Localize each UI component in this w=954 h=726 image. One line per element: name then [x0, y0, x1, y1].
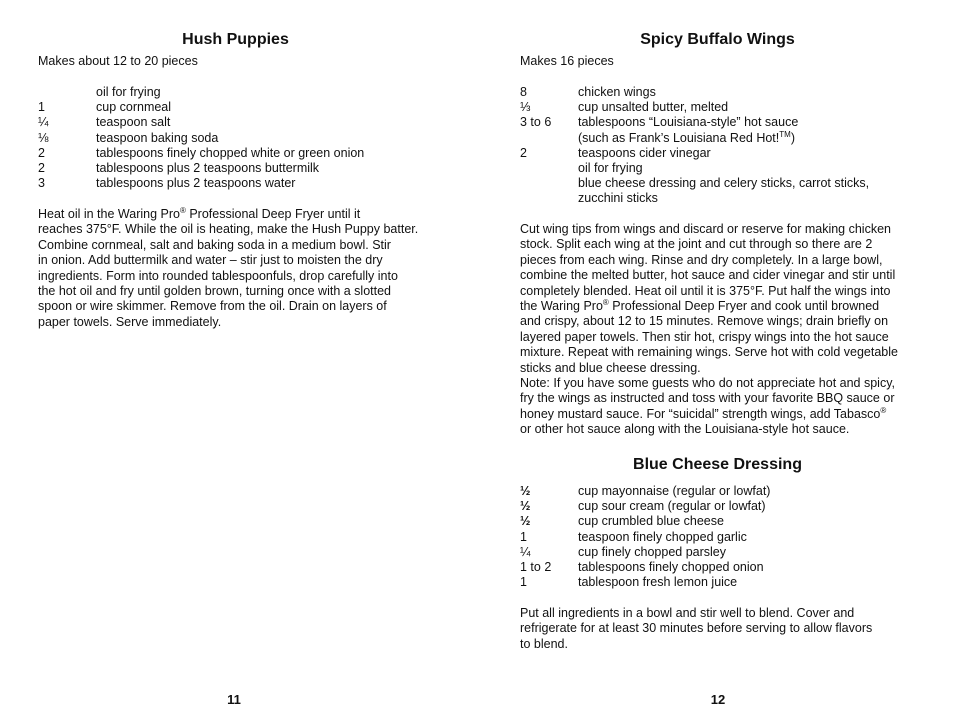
ingredient-row [38, 176, 438, 191]
ingredient-item: teaspoon finely chopped garlic [578, 529, 747, 544]
ingredient-qty: 1 [38, 100, 45, 115]
ingredient-qty: 2 [38, 161, 45, 176]
page-number: 11 [227, 692, 241, 707]
ingredient-row [520, 484, 920, 499]
ingredient-qty: 2 [520, 145, 527, 160]
ingredient-item: cup unsalted butter, melted [578, 100, 729, 115]
left-page [38, 0, 438, 726]
recipe-title-blue-cheese-dressing: Blue Cheese Dressing [633, 456, 802, 473]
ingredient-item: tablespoons finely chopped white or green onion [96, 145, 365, 160]
ingredient-item: cup finely chopped parsley [578, 544, 727, 559]
ingredient-qty: 8 [520, 85, 527, 99]
ingredient-qty: 3 to 6 [520, 115, 552, 130]
ingredient-qty: ½ [520, 484, 531, 498]
ingredient-row [520, 161, 920, 176]
ingredient-qty: 1 to 2 [520, 560, 552, 575]
ingredient-qty: ⅛ [38, 130, 49, 145]
ingredient-item: chicken wings [578, 85, 656, 99]
ingredient-list [520, 85, 920, 207]
ingredient-item: tablespoons “Louisiana-style” hot sauce [578, 115, 799, 130]
ingredient-qty: ¼ [38, 115, 49, 130]
ingredient-item: oil for frying [96, 85, 161, 99]
ingredient-item: cup cornmeal [96, 100, 172, 115]
ingredient-row [38, 131, 438, 146]
ingredient-item: cup sour cream (regular or lowfat) [578, 499, 766, 514]
ingredient-row [520, 176, 920, 191]
ingredient-qty: ¼ [520, 544, 531, 559]
ingredient-row [520, 85, 920, 100]
ingredient-row [520, 560, 920, 575]
ingredient-qty: 1 [520, 529, 527, 544]
ingredient-row [520, 530, 920, 545]
ingredient-row [520, 131, 920, 146]
recipe-yield: Makes about 12 to 20 pieces [38, 54, 198, 68]
ingredient-item: teaspoon salt [96, 115, 171, 130]
ingredient-list [520, 484, 920, 590]
ingredient-item: tablespoons plus 2 teaspoons water [96, 176, 296, 191]
ingredient-qty: 1 [520, 575, 527, 590]
ingredient-item: cup crumbled blue cheese [578, 514, 724, 529]
ingredient-row [38, 161, 438, 176]
ingredient-row [520, 100, 920, 115]
ingredient-item: (such as Frank’s Louisiana Red Hot!™) [578, 129, 795, 145]
ingredient-row [520, 545, 920, 560]
ingredient-item: oil for frying [578, 161, 643, 176]
ingredient-qty: 2 [38, 145, 45, 160]
ingredient-qty: 3 [38, 176, 45, 191]
ingredient-list [38, 85, 438, 191]
ingredient-row [38, 100, 438, 115]
right-page [520, 0, 920, 726]
ingredient-row [38, 146, 438, 161]
recipe-instructions: Put all ingredients in a bowl and stir well to blend. Cover and refrigerate for at least 30 minutes before serving to allow flavors to blend. [520, 606, 873, 651]
ingredient-row [520, 115, 920, 130]
ingredient-row [38, 115, 438, 130]
ingredient-qty [520, 131, 578, 146]
ingredient-qty [520, 161, 578, 176]
ingredient-row [520, 514, 920, 529]
ingredient-item: teaspoon baking soda [96, 130, 219, 145]
ingredient-item: zucchini sticks [578, 191, 658, 206]
recipe-title-hush-puppies: Hush Puppies [182, 31, 289, 48]
ingredient-row [520, 191, 920, 206]
ingredient-row [520, 499, 920, 514]
ingredient-item: tablespoons plus 2 teaspoons buttermilk [96, 161, 320, 176]
ingredient-row [520, 575, 920, 590]
recipe-note: Note: If you have some guests who do not appreciate hot and spicy, fry the wings as instructed and toss with your favorite BBQ sauce or honey mustard sauce. For “suicidal” strength wings, add Tabasco® or other hot sauce along with the Louisiana-style hot sauce. [520, 376, 895, 437]
ingredient-qty: ⅓ [520, 100, 531, 115]
ingredient-qty [520, 176, 578, 191]
recipe-title-buffalo-wings: Spicy Buffalo Wings [640, 31, 795, 48]
ingredient-item: tablespoons finely chopped onion [578, 560, 764, 575]
recipe-instructions: Heat oil in the Waring Pro® Professional Deep Fryer until it reaches 375°F. While the oil is heating, make the Hush Puppy batter. Combine cornmeal, salt and baking soda in a medium bowl. Stir in onion. Add buttermilk and water – stir just to moisten the dry ingredients. Form into rounded tablespoonfuls, drop carefully into the hot oil and fry until golden brown, turning once with a slotted spoon or wire skimmer. Remove from the oil. Drain on layers of paper towels. Serve immediately. [38, 205, 419, 329]
recipe-yield: Makes 16 pieces [520, 54, 614, 68]
recipe-instructions: Cut wing tips from wings and discard or reserve for making chicken stock. Split each wing at the joint and cut through so there are 2 pieces from each wing. Rinse and dry completely. In a large bowl, combine the melted butter, hot sauce and cider vinegar and stir until completely blended. Heat oil until it is 375°F. Put half the wings into the Waring Pro® Professional Deep Fryer and cook until browned and crispy, about 12 to 15 minutes. Remove wings; drain briefly on layered paper towels. Then stir hot, crispy wings into the hot sauce mixture. Repeat with remaining wings. Serve hot with cold vegetable sticks and blue cheese dressing. [520, 222, 898, 375]
ingredient-qty [520, 191, 578, 206]
ingredient-qty: ½ [520, 499, 531, 514]
ingredient-item: blue cheese dressing and celery sticks, carrot sticks, [578, 176, 870, 191]
ingredient-qty: ½ [520, 514, 531, 529]
ingredient-row [520, 146, 920, 161]
ingredient-qty [38, 85, 96, 100]
page-number: 12 [710, 692, 726, 707]
ingredient-item: tablespoon fresh lemon juice [578, 575, 738, 590]
ingredient-item: cup mayonnaise (regular or lowfat) [578, 484, 771, 498]
ingredient-row [38, 85, 438, 100]
ingredient-item: teaspoons cider vinegar [578, 145, 711, 160]
